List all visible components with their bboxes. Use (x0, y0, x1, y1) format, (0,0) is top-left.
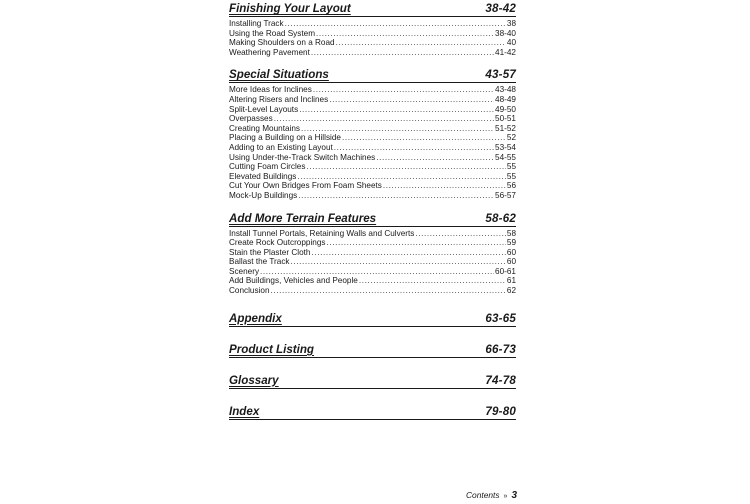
dot-leader (342, 133, 506, 143)
dot-leader (306, 162, 505, 172)
toc-entry (229, 162, 516, 172)
entry-label: Using the Road System (229, 28, 316, 38)
entry-label: Create Rock Outcroppings (229, 238, 326, 248)
entry-label: Stain the Plaster Cloth (229, 247, 311, 257)
entry-pages: 43-48 (495, 85, 516, 95)
entry-pages: 58 (506, 228, 516, 238)
entry-pages: 53-54 (495, 142, 516, 152)
dot-leader (297, 172, 506, 182)
section-heading (229, 2, 516, 17)
dot-leader (316, 29, 494, 39)
toc-entry (229, 191, 516, 201)
entry-label: More Ideas for Inclines (229, 85, 312, 95)
dot-leader (376, 153, 494, 163)
dot-leader (299, 105, 494, 115)
entry-pages: 60 (506, 257, 516, 267)
entry-label: Placing a Building on a Hillside (229, 133, 341, 143)
table-of-contents (229, 2, 516, 422)
entry-pages: 49-50 (495, 104, 516, 114)
toc-entry (229, 181, 516, 191)
entry-list (229, 229, 516, 296)
dot-leader (311, 48, 494, 58)
toc-entry (229, 153, 516, 163)
entry-label: Split-Level Layouts (229, 104, 299, 114)
toc-section-product-listing (229, 343, 516, 358)
toc-entry (229, 114, 516, 124)
dot-leader (329, 95, 494, 105)
section-title: Index (229, 404, 260, 418)
entry-pages: 62 (506, 286, 516, 296)
section-pages: 63-65 (485, 311, 516, 325)
section-title: Finishing Your Layout (229, 2, 351, 15)
entry-label: Installing Track (229, 19, 284, 28)
section-heading (229, 312, 516, 327)
dot-leader (311, 248, 505, 258)
toc-entry (229, 238, 516, 248)
section-pages: 74-78 (485, 373, 516, 387)
section-pages: 79-80 (485, 404, 516, 418)
entry-label: Conclusion (229, 286, 270, 296)
dot-leader (285, 19, 506, 29)
entry-pages: 52 (506, 133, 516, 143)
entry-label: Install Tunnel Portals, Retaining Walls and Culverts (229, 228, 415, 238)
toc-entry (229, 248, 516, 258)
entry-list (229, 19, 516, 57)
toc-section-finishing-your-layout (229, 2, 516, 57)
section-pages: 38-42 (485, 2, 516, 15)
toc-entry (229, 124, 516, 134)
toc-entry (229, 105, 516, 115)
dot-leader (301, 124, 494, 134)
toc-entry (229, 257, 516, 267)
page-number: 3 (511, 490, 517, 501)
dot-leader (274, 114, 494, 124)
toc-entry (229, 133, 516, 143)
dot-leader (298, 191, 494, 201)
entry-label: Overpasses (229, 114, 273, 124)
entry-label: Mock-Up Buildings (229, 190, 298, 200)
entry-pages: 51-52 (495, 123, 516, 133)
entry-label: Elevated Buildings (229, 171, 297, 181)
entry-pages: 60-61 (495, 266, 516, 276)
entry-label: Creating Mountains (229, 123, 300, 133)
entry-label: Cut Your Own Bridges From Foam Sheets (229, 181, 382, 191)
entry-pages: 55 (506, 171, 516, 181)
section-heading (229, 405, 516, 420)
footer-label: Contents (466, 490, 500, 500)
section-pages: 58-62 (485, 211, 516, 225)
entry-label: Weathering Pavement (229, 47, 310, 57)
entry-label: Making Shoulders on a Road (229, 38, 335, 48)
section-title: Special Situations (229, 68, 329, 82)
section-pages: 43-57 (485, 68, 516, 82)
entry-pages: 40 (506, 38, 516, 48)
dot-leader (383, 181, 506, 191)
entry-label: Add Buildings, Vehicles and People (229, 276, 358, 286)
toc-entry (229, 143, 516, 153)
entry-pages: 59 (506, 238, 516, 248)
toc-entry (229, 276, 516, 286)
toc-entry (229, 267, 516, 277)
entry-label: Adding to an Existing Layout (229, 142, 333, 152)
entry-pages: 61 (506, 276, 516, 286)
section-heading (229, 343, 516, 358)
dot-leader (359, 276, 506, 286)
toc-entry (229, 48, 516, 58)
entry-pages: 48-49 (495, 94, 516, 104)
entry-pages: 38 (506, 19, 516, 28)
toc-entry (229, 286, 516, 296)
section-title: Appendix (229, 311, 282, 325)
dot-leader (336, 38, 506, 48)
toc-entry (229, 29, 516, 39)
toc-entry (229, 95, 516, 105)
section-heading (229, 68, 516, 83)
toc-entry (229, 19, 516, 29)
toc-entry (229, 38, 516, 48)
dot-leader (260, 267, 494, 277)
dot-leader (415, 229, 506, 239)
toc-section-glossary (229, 374, 516, 389)
entry-label: Scenery (229, 266, 260, 276)
entry-pages: 56-57 (495, 190, 516, 200)
section-pages: 66-73 (485, 342, 516, 356)
toc-section-index (229, 405, 516, 420)
entry-pages: 60 (506, 247, 516, 257)
section-title: Glossary (229, 373, 279, 387)
toc-entry (229, 85, 516, 95)
toc-section-appendix (229, 312, 516, 327)
toc-section-special-situations (229, 68, 516, 200)
page-footer (466, 490, 517, 502)
footer-separator: » (503, 493, 508, 500)
entry-list (229, 85, 516, 200)
entry-label: Altering Risers and Inclines (229, 94, 329, 104)
entry-pages: 41-42 (495, 47, 516, 57)
entry-pages: 38-40 (495, 28, 516, 38)
toc-entry (229, 172, 516, 182)
dot-leader (326, 238, 505, 248)
section-heading (229, 374, 516, 389)
dot-leader (291, 257, 506, 267)
section-heading (229, 212, 516, 227)
toc-entry (229, 229, 516, 239)
section-title: Add More Terrain Features (229, 211, 377, 225)
entry-pages: 55 (506, 162, 516, 172)
toc-section-add-more-terrain-features (229, 212, 516, 296)
dot-leader (313, 85, 494, 95)
dot-leader (334, 143, 494, 153)
entry-pages: 54-55 (495, 152, 516, 162)
entry-label: Using Under-the-Track Switch Machines (229, 152, 376, 162)
entry-label: Cutting Foam Circles (229, 162, 306, 172)
dot-leader (271, 286, 506, 296)
section-title: Product Listing (229, 342, 315, 356)
entry-pages: 50-51 (495, 114, 516, 124)
entry-pages: 56 (506, 181, 516, 191)
entry-label: Ballast the Track (229, 257, 290, 267)
